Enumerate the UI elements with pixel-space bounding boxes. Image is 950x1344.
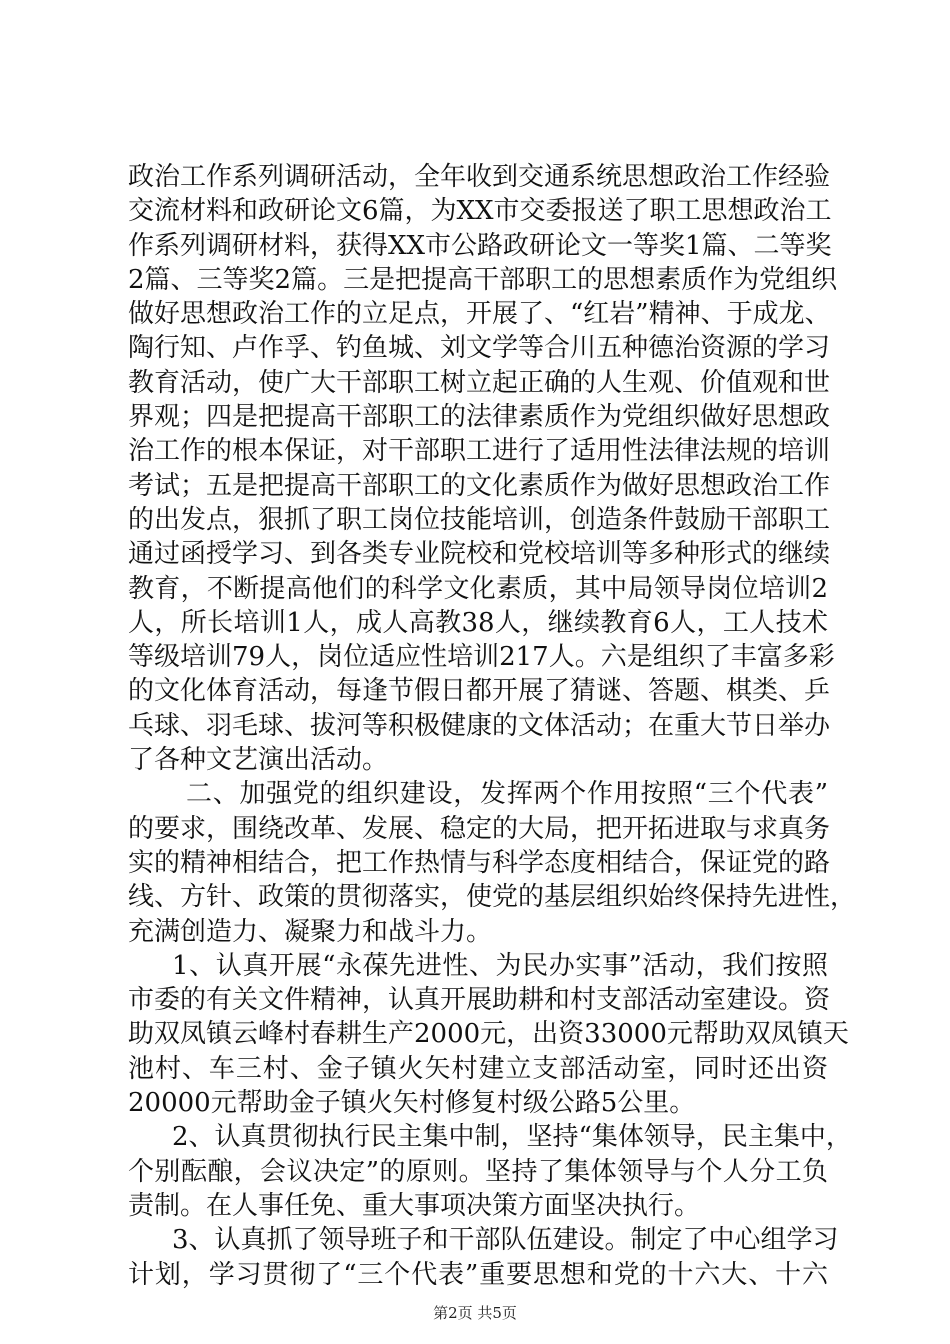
text-line: 的要求，围绕改革、发展、稳定的大局，把开拓进取与求真务 bbox=[128, 813, 831, 844]
text-line: 通过函授学习、到各类专业院校和党校培训等多种形式的继续 bbox=[128, 539, 831, 570]
page-footer: 第2页 共5页 bbox=[433, 1304, 517, 1322]
text-line: 3、认真抓了领导班子和干部队伍建设。制定了中心组学习 bbox=[172, 1225, 839, 1256]
document-body bbox=[128, 160, 857, 1292]
text-line: 20000元帮助金子镇火矢村修复村级公路5公里。 bbox=[128, 1088, 696, 1119]
text-line: 充满创造力、凝聚力和战斗力。 bbox=[128, 916, 493, 947]
text-line: 责制。在人事任免、重大事项决策方面坚决执行。 bbox=[128, 1190, 701, 1221]
text-line: 2、认真贯彻执行民主集中制，坚持“集体领导，民主集中， bbox=[172, 1122, 852, 1153]
text-line: 治工作的根本保证，对干部职工进行了适用性法律法规的培训 bbox=[128, 436, 831, 467]
text-line: 线、方针、政策的贯彻落实，使党的基层组织始终保持先进性， bbox=[128, 882, 857, 913]
text-line: 交流材料和政研论文6篇，为XX市交委报送了职工思想政治工 bbox=[128, 196, 832, 227]
text-line: 助双凤镇云峰村春耕生产2000元，出资33000元帮助双凤镇天 bbox=[128, 1019, 849, 1050]
text-line: 考试；五是把提高干部职工的文化素质作为做好思想政治工作 bbox=[128, 470, 831, 501]
text-line: 的出发点，狠抓了职工岗位技能培训，创造条件鼓励干部职工 bbox=[128, 504, 831, 535]
text-line: 的文化体育活动，每逢节假日都开展了猜谜、答题、棋类、乒 bbox=[128, 676, 831, 707]
text-line: 陶行知、卢作孚、钓鱼城、刘文学等合川五种德治资源的学习 bbox=[128, 333, 831, 364]
text-line: 作系列调研材料，获得XX市公路政研论文一等奖1篇、二等奖 bbox=[128, 230, 832, 261]
text-line: 2篇、三等奖2篇。三是把提高干部职工的思想素质作为党组织 bbox=[128, 264, 838, 295]
text-line: 二、加强党的组织建设，发挥两个作用按照“三个代表” bbox=[186, 779, 828, 810]
text-line: 市委的有关文件精神，认真开展助耕和村支部活动室建设。资 bbox=[128, 985, 831, 1016]
text-line: 教育活动，使广大干部职工树立起正确的人生观、价值观和世 bbox=[128, 367, 831, 398]
text-line: 人，所长培训1人，成人高教38人，继续教育6人，工人技术 bbox=[128, 607, 828, 638]
text-line: 了各种文艺演出活动。 bbox=[128, 745, 389, 776]
text-line: 个别酝酿，会议决定”的原则。坚持了集体领导与个人分工负 bbox=[128, 1156, 828, 1187]
text-line: 做好思想政治工作的立足点，开展了、“红岩”精神、于成龙、 bbox=[128, 299, 831, 330]
text-line: 教育，不断提高他们的科学文化素质，其中局领导岗位培训2 bbox=[128, 573, 828, 604]
text-line: 实的精神相结合，把工作热情与科学态度相结合，保证党的路 bbox=[128, 847, 831, 878]
text-line: 政治工作系列调研活动，全年收到交通系统思想政治工作经验 bbox=[128, 162, 831, 192]
text-line: 乓球、羽毛球、拔河等积极健康的文体活动；在重大节日举办 bbox=[128, 710, 831, 741]
text-line: 计划，学习贯彻了“三个代表”重要思想和党的十六大、十六 bbox=[128, 1259, 828, 1290]
text-line: 等级培训79人，岗位适应性培训217人。六是组织了丰富多彩 bbox=[128, 642, 835, 673]
text-line: 池村、车三村、金子镇火矢村建立支部活动室，同时还出资 bbox=[128, 1053, 828, 1084]
text-line: 1、认真开展“永葆先进性、为民办实事”活动，我们按照 bbox=[172, 950, 828, 981]
text-line: 界观；四是把提高干部职工的法律素质作为党组织做好思想政 bbox=[128, 402, 831, 433]
